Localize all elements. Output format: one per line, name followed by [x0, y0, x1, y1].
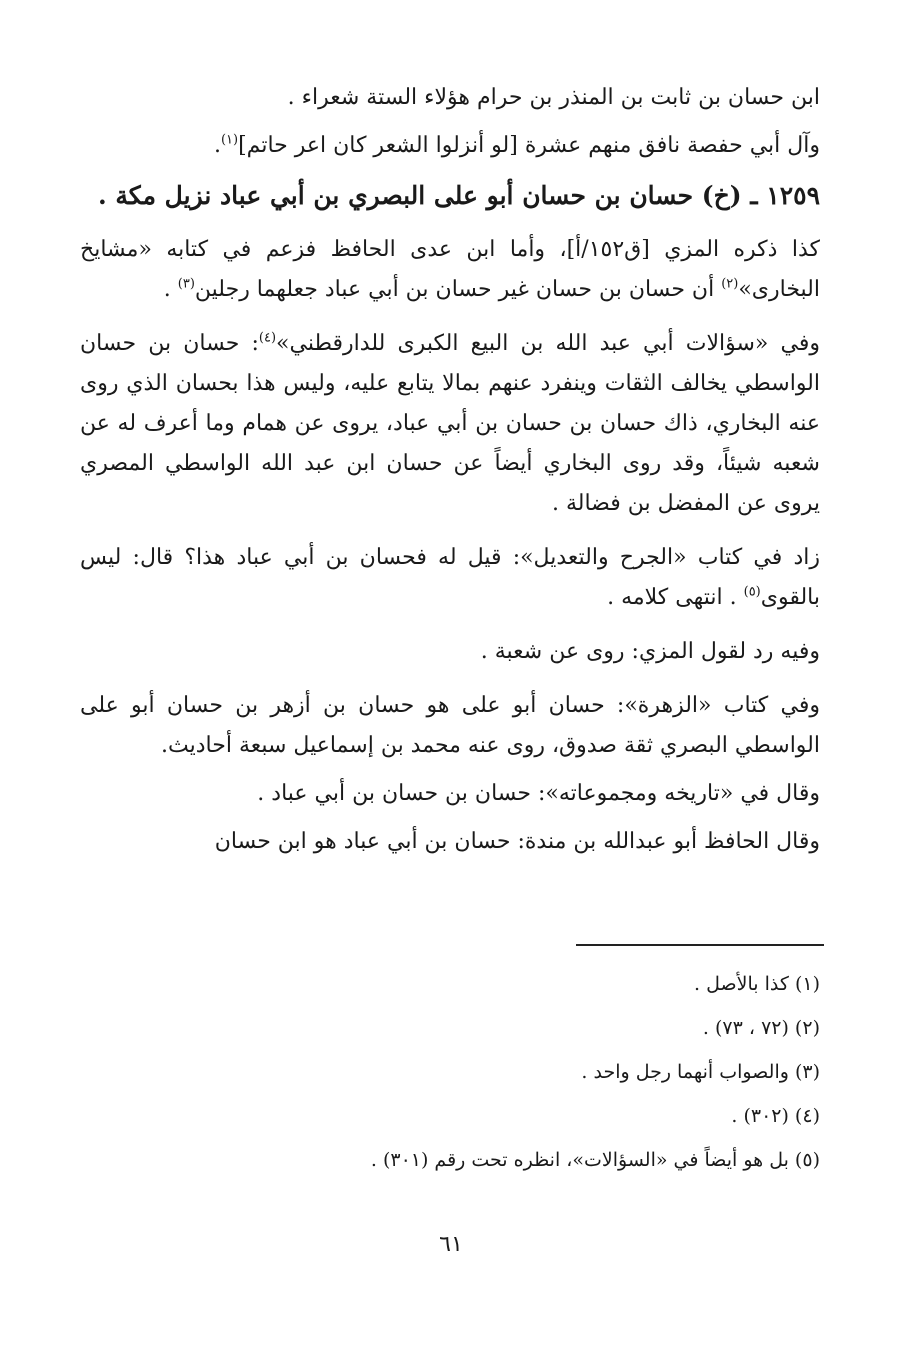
- paragraph-6: وفيه رد لقول المزي: روى عن شعبة .: [480, 639, 820, 664]
- page-number: ٦١: [439, 1232, 463, 1257]
- paragraph-5: زاد في كتاب «الجرح والتعديل»: قيل له فحسان بن أبي عباد هذا؟ قال: ليس بالقوى$^{(٥)}$ . انتهى كلامه .: [80, 545, 820, 610]
- footnote-4: (٤) (٣٠٢) .: [731, 1105, 820, 1127]
- footnote-ref-4[interactable]: (٤): [258, 330, 277, 346]
- footnotes-list: [80, 962, 820, 1182]
- footnote-5: (٥) بل هو أيضاً في «السؤالات»، انظره تحت رقم (٣٠١) .: [370, 1149, 820, 1171]
- paragraph-2: وآل أبي حفصة نافق منهم عشرة [لو أنزلوا الشعر كان اعر حاتم]$^{(١)}$.: [213, 132, 820, 158]
- main-text: [80, 78, 820, 870]
- paragraph-3: كذا ذكره المزي [ق١٥٢/أ]، وأما ابن عدى الحافظ فزعم في كتابه «مشايخ البخارى»$^{(٢)}$ أن حسان بن حسان غير حسان بن أبي عباد جعلهما رجلين$^{(٣)}$ .: [80, 237, 821, 302]
- footnote-ref-3[interactable]: (٣): [177, 276, 195, 292]
- paragraph-7: وفي كتاب «الزهرة»: حسان أبو على هو حسان بن أزهر بن حسان أبو على الواسطي البصري ثقة صدوق، روى عنه محمد بن إسماعيل سبعة أحاديث.: [80, 693, 820, 758]
- entry-heading: ١٢٥٩ ـ (خ) حسان بن حسان أبو على البصري بن أبي عباد نزيل مكة .: [97, 181, 820, 210]
- footnote-1: (١) كذا بالأصل .: [694, 973, 820, 995]
- paragraph-4: وفي «سؤالات أبي عبد الله بن البيع الكبرى للدارقطني»$^{(٤)}$: حسان بن حسان الواسطي يخالف الثقات وينفرد عنهم بمالا يتابع عليه، وليس هذا بحسان الذي روى عنه البخاري، ذاك حسان بن حسان بن أبي عباد، يروى عن همام وما أعرف له عن شعبه شيئاً، وقد روى البخاري أيضاً عن حسان ابن عبد الله الواسطي المصري يروى عن المفضل بن فضالة .: [80, 330, 821, 516]
- footnote-2: (٢) (٧٢ ، ٧٣) .: [702, 1017, 820, 1039]
- paragraph-1: ابن حسان بن ثابت بن المنذر بن حرام هؤلاء الستة شعراء .: [287, 85, 820, 110]
- footnote-ref-1[interactable]: (١): [220, 132, 239, 148]
- footnote-ref-5[interactable]: (٥): [743, 584, 761, 600]
- footnote-ref-2[interactable]: (٢): [721, 276, 739, 292]
- footnote-divider: [576, 944, 824, 946]
- footnote-3: (٣) والصواب أنهما رجل واحد .: [581, 1061, 820, 1083]
- paragraph-9: وقال الحافظ أبو عبدالله بن مندة: حسان بن أبي عباد هو ابن حسان: [214, 829, 820, 854]
- paragraph-8: وقال في «تاريخه ومجموعاته»: حسان بن حسان بن أبي عباد .: [257, 781, 820, 806]
